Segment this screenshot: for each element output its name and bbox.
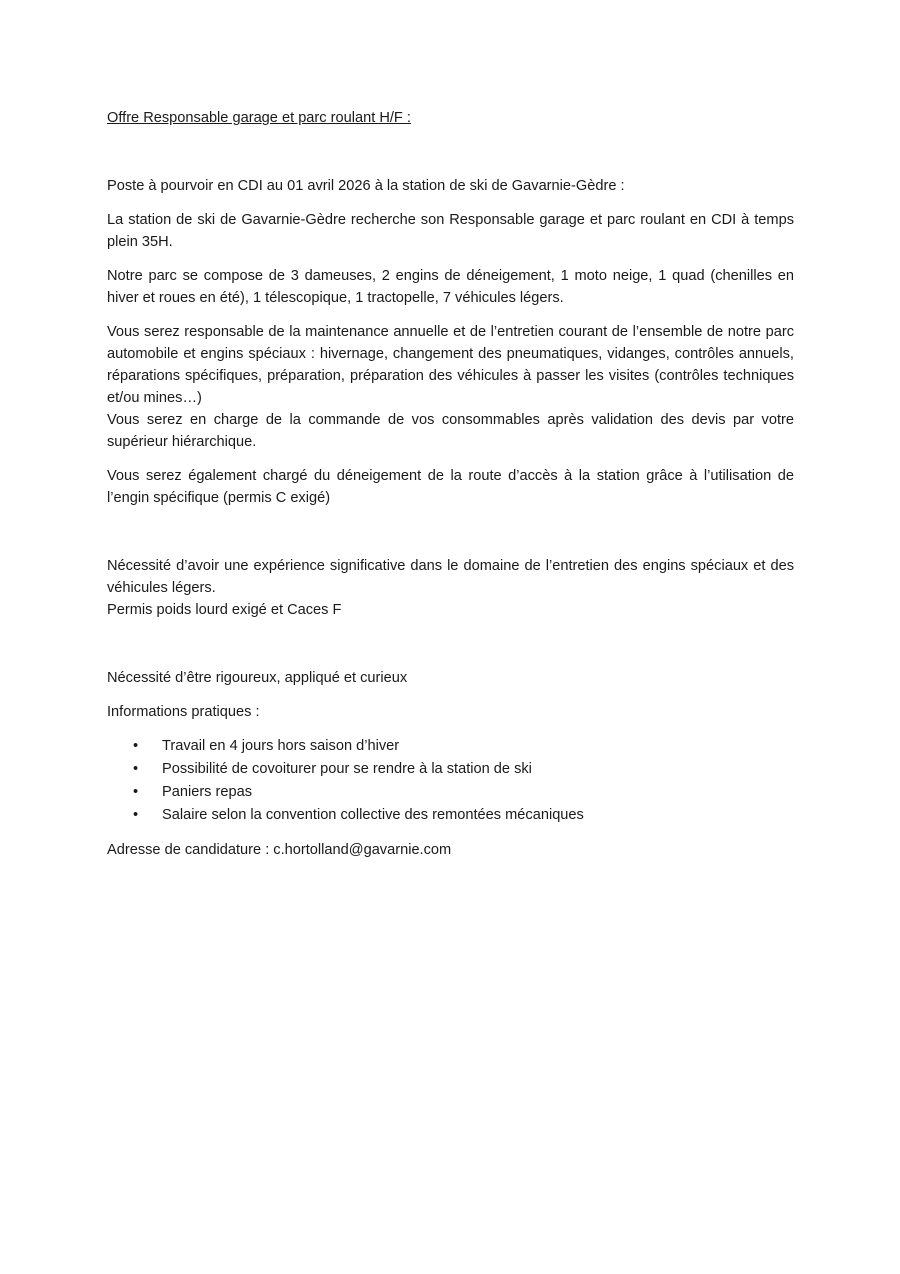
permis-paragraph: Permis poids lourd exigé et Caces F	[107, 602, 342, 618]
parc-paragraph: Notre parc se compose de 3 dameuses, 2 engins de déneigement, 1 moto neige, 1 quad (chenilles en hiver et roues en été), 1 télescopique, 1 tractopelle, 7 véhicules légers.	[107, 268, 794, 306]
list-item	[107, 758, 794, 781]
list-item-text: Possibilité de covoiturer pour se rendre à la station de ski	[162, 761, 532, 777]
list-item-text: Salaire selon la convention collective des remontées mécaniques	[162, 807, 584, 823]
qualites-paragraph: Nécessité d’être rigoureux, appliqué et curieux	[107, 670, 408, 686]
list-item	[107, 804, 794, 827]
list-item-text: Paniers repas	[162, 784, 253, 800]
bullet-icon: •	[133, 784, 139, 800]
bullet-icon: •	[133, 807, 139, 823]
experience-paragraph: Nécessité d’avoir une expérience significative dans le domaine de l’entretien des engins spéciaux et des véhicules légers.	[107, 558, 794, 596]
offer-title: Offre Responsable garage et parc roulant H/F :	[107, 110, 411, 126]
practical-info-list	[107, 735, 794, 827]
adresse-paragraph: Adresse de candidature : c.hortolland@gavarnie.com	[107, 842, 452, 858]
infos-heading: Informations pratiques :	[107, 704, 260, 720]
list-item	[107, 781, 794, 804]
list-item	[107, 735, 794, 758]
intro-paragraph: Poste à pourvoir en CDI au 01 avril 2026 à la station de ski de Gavarnie-Gèdre :	[107, 178, 625, 194]
list-item-text: Travail en 4 jours hors saison d’hiver	[162, 738, 400, 754]
bullet-icon: •	[133, 738, 139, 754]
commande-paragraph: Vous serez en charge de la commande de vos consommables après validation des devis par votre supérieur hiérarchique.	[107, 412, 794, 450]
maintenance-paragraph: Vous serez responsable de la maintenance annuelle et de l’entretien courant de l’ensemble de notre parc automobile et engins spéciaux : hivernage, changement des pneumatiques, vidanges, contrôles annuels, réparations spécifiques, préparation, préparation des véhicules à passer les visites (contrôles techniques et/ou mines…)	[107, 324, 794, 406]
recherche-paragraph: La station de ski de Gavarnie-Gèdre recherche son Responsable garage et parc roulant en CDI à temps plein 35H.	[107, 212, 794, 250]
deneigement-paragraph: Vous serez également chargé du déneigement de la route d’accès à la station grâce à l’utilisation de l’engin spécifique (permis C exigé)	[107, 468, 794, 506]
bullet-icon: •	[133, 761, 139, 777]
